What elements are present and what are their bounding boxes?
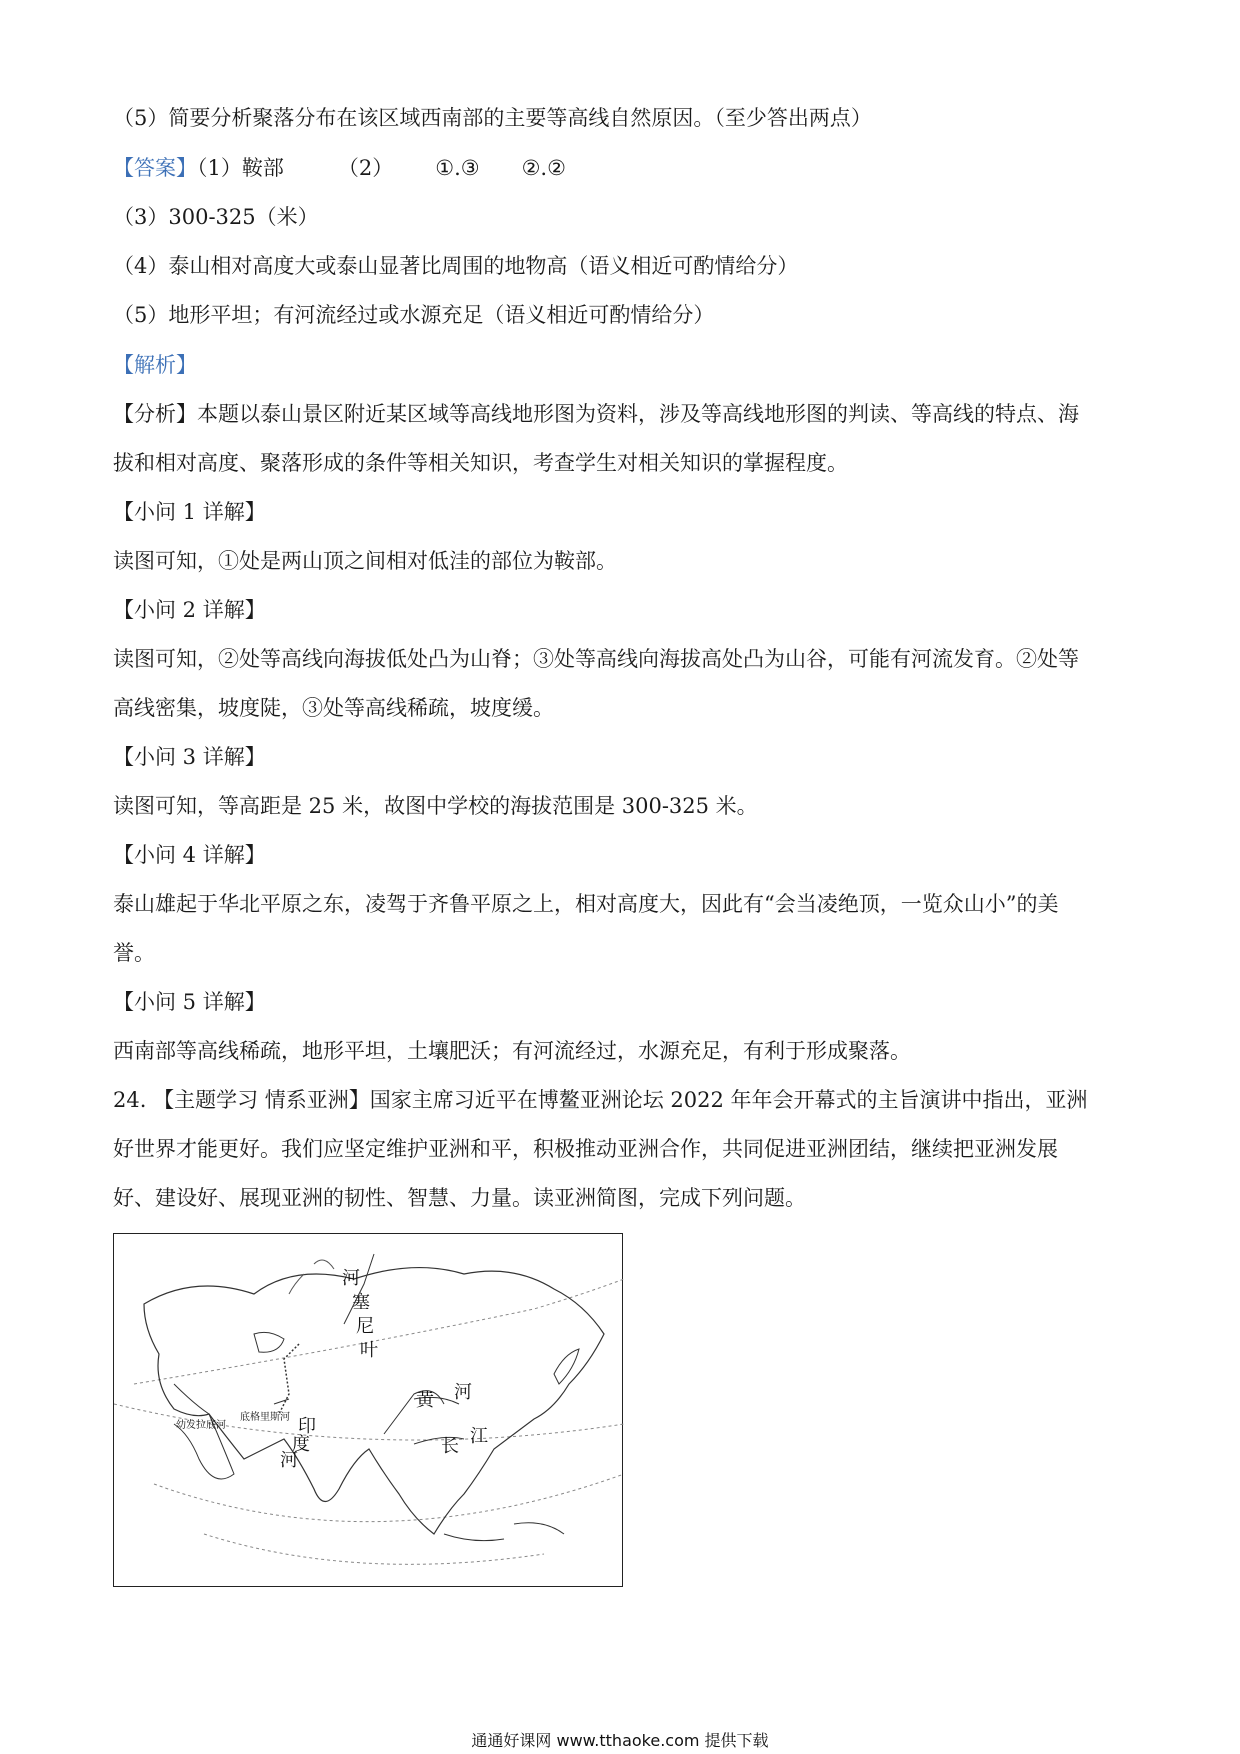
answer-tag: 【答案】 — [113, 156, 197, 180]
analysis-line-1: 【分析】本题以泰山景区附近某区域等高线地形图为资料，涉及等高线地形图的判读、等高线的特点、海 — [113, 402, 1079, 426]
river-tigris-label: 底格里斯河 — [240, 1412, 290, 1423]
q24-line-1: 24. 【主题学习 情系亚洲】国家主席习近平在博鳌亚洲论坛 2022 年年会开幕式的主旨演讲中指出，亚洲 — [113, 1088, 1088, 1112]
river-indus-char-3: 河 — [280, 1450, 298, 1471]
q24-line-2: 好世界才能更好。我们应坚定维护亚洲和平，积极推动亚洲合作，共同促进亚洲团结，继续把亚洲发展 — [113, 1137, 1058, 1161]
footer-text: 通通好课网 www.tthaoke.com 提供下载 — [471, 1731, 769, 1750]
sub5-text: 西南部等高线稀疏，地形平坦，土壤肥沃；有河流经过，水源充足，有利于形成聚落。 — [113, 1039, 911, 1063]
river-yangtze-char-2: 江 — [470, 1426, 488, 1447]
river-yenisei-char-3: 尼 — [356, 1316, 374, 1337]
sub2-text-2: 高线密集，坡度陡，③处等高线稀疏，坡度缓。 — [113, 696, 554, 720]
sub1-title: 【小问 1 详解】 — [113, 500, 266, 524]
answer-3: （3）300-325（米） — [113, 205, 319, 229]
answer-1: （1）鞍部 — [197, 156, 284, 180]
answer-5: （5）地形平坦；有河流经过或水源充足（语义相近可酌情给分） — [113, 303, 715, 327]
river-yellow-char-1: 黄 — [416, 1390, 434, 1411]
sub4-title: 【小问 4 详解】 — [113, 843, 266, 867]
river-yenisei-char-2: 塞 — [352, 1292, 370, 1313]
river-yangtze-char-1: 长 — [441, 1436, 459, 1457]
sub3-text: 读图可知，等高距是 25 米，故图中学校的海拔范围是 300-325 米。 — [113, 794, 758, 818]
q23-q5-line: （5）简要分析聚落分布在该区域西南部的主要等高线自然原因。（至少答出两点） — [113, 106, 872, 130]
sub1-text: 读图可知，①处是两山顶之间相对低洼的部位为鞍部。 — [113, 549, 617, 573]
river-euphrates-label: 幼发拉底河 — [176, 1420, 226, 1431]
answer-4: （4）泰山相对高度大或泰山显著比周围的地物高（语义相近可酌情给分） — [113, 254, 799, 278]
sub5-title: 【小问 5 详解】 — [113, 990, 266, 1014]
sub2-text-1: 读图可知，②处等高线向海拔低处凸为山脊；③处等高线向海拔高处凸为山谷，可能有河流发育。②处等 — [113, 647, 1079, 671]
sub4-text-1: 泰山雄起于华北平原之东，凌驾于齐鲁平原之上，相对高度大，因此有“会当凌绝顶，一览众山小”的美 — [113, 892, 1059, 916]
sub3-title: 【小问 3 详解】 — [113, 745, 266, 769]
river-yenisei-char-4: 叶 — [360, 1340, 378, 1361]
sub2-title: 【小问 2 详解】 — [113, 598, 266, 622]
analysis-line-2: 拔和相对高度、聚落形成的条件等相关知识，考查学生对相关知识的掌握程度。 — [113, 451, 848, 475]
analysis-tag: 【解析】 — [113, 353, 197, 377]
q24-line-3: 好、建设好、展现亚洲的韧性、智慧、力量。读亚洲简图，完成下列问题。 — [113, 1186, 806, 1210]
river-yellow-char-2: 河 — [454, 1382, 472, 1403]
river-yenisei-char-1: 河 — [342, 1268, 360, 1289]
answer-2-number: （2） — [337, 156, 394, 180]
river-indus-char-2: 度 — [292, 1434, 310, 1455]
sub4-text-2: 誉。 — [113, 941, 155, 965]
asia-map — [113, 1233, 623, 1587]
answer-2-a: ①.③ — [435, 156, 480, 180]
river-indus-char-1: 印 — [298, 1416, 316, 1437]
answer-2-b: ②.② — [521, 156, 566, 180]
answer-line — [113, 154, 566, 182]
